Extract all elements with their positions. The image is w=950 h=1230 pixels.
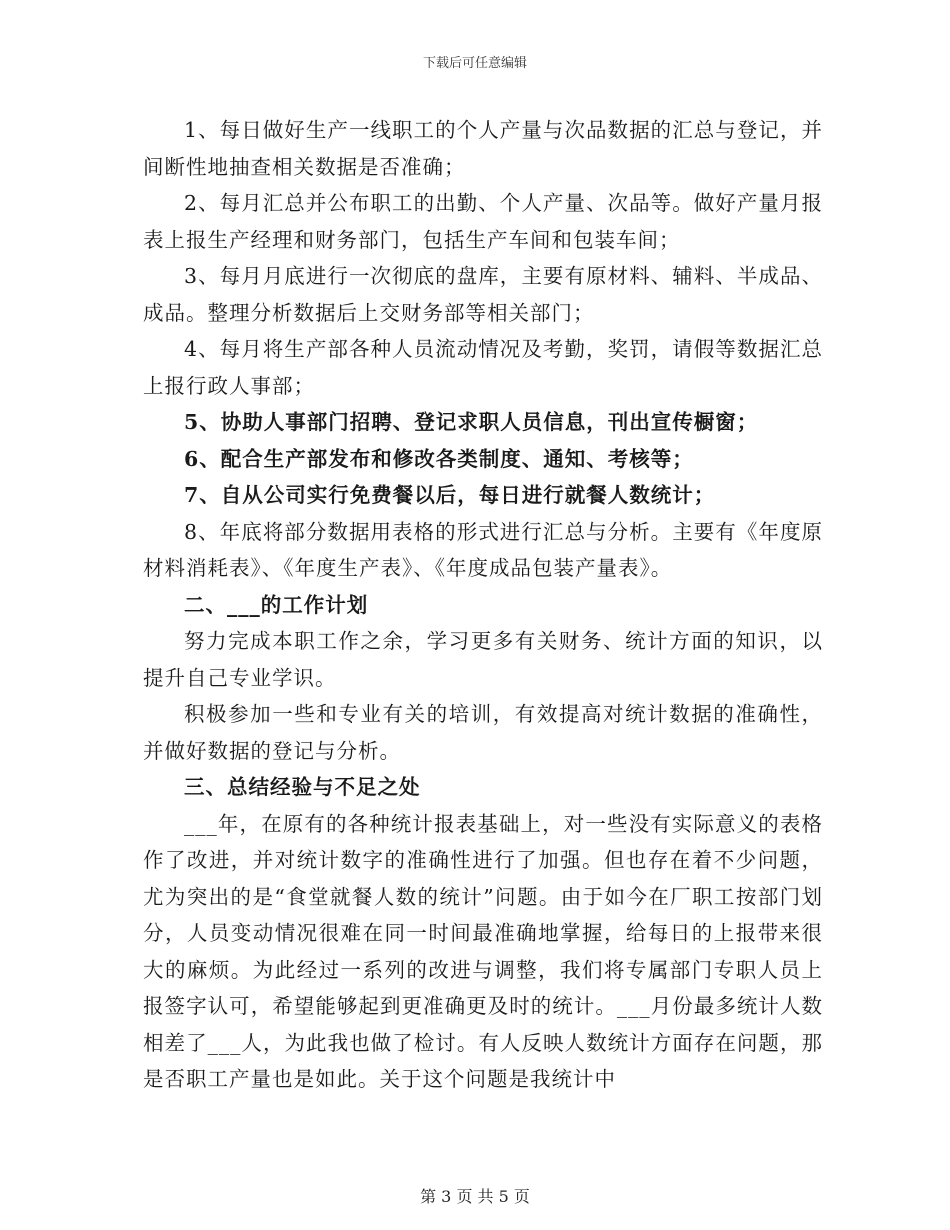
list-item: 4、每月将生产部各种人员流动情况及考勤，奖罚，请假等数据汇总上报行政人事部； (143, 337, 823, 398)
paragraph: 积极参加一些和专业有关的培训，有效提高对统计数据的准确性，并做好数据的登记与分析。 (143, 702, 823, 763)
document-body (143, 112, 823, 1098)
section-heading-plan: 二、___的工作计划 (184, 592, 369, 617)
list-item: 7、自从公司实行免费餐以后，每日进行就餐人数统计； (184, 483, 716, 507)
list-item: 8、年底将部分数据用表格的形式进行汇总与分析。主要有《年度原材料消耗表》、《年度生产表》、《年度成品包装产量表》。 (143, 519, 823, 580)
header-note: 下载后可任意编辑 (422, 56, 527, 71)
list-item: 3、每月月底进行一次彻底的盘库，主要有原材料、辅料、半成品、成品。整理分析数据后上交财务部等相关部门； (143, 264, 823, 325)
list-item: 6、配合生产部发布和修改各类制度、通知、考核等； (184, 446, 694, 471)
paragraph: 努力完成本职工作之余，学习更多有关财务、统计方面的知识，以提升自己专业学识。 (143, 629, 823, 690)
list-item: 1、每日做好生产一线职工的个人产量与次品数据的汇总与登记，并间断性地抽查相关数据是否准确； (143, 118, 823, 179)
page-number: 第 3 页 共 5 页 (420, 1187, 530, 1206)
list-item: 2、每月汇总并公布职工的出勤、个人产量、次品等。做好产量月报表上报生产经理和财务部门，包括生产车间和包装车间； (143, 191, 823, 252)
list-item: 5、协助人事部门招聘、登记求职人员信息，刊出宣传橱窗； (184, 410, 759, 434)
section-heading-summary: 三、总结经验与不足之处 (184, 775, 421, 799)
paragraph: ___年，在原有的各种统计报表基础上，对一些没有实际意义的表格作了改进，并对统计数字的准确性进行了加强。但也存在着不少问题，尤为突出的是“食堂就餐人数的统计”问题。由于如今在厂职工按部门划分，人员变动情况很难在同一时间最准确地掌握，给每日的上报带来很大的麻烦。为此经过一系列的改进与调整，我们将专属部门专职人员上报签字认可，希望能够起到更准确更及时的统计。___月份最多统计人数相差了___人，为此我也做了检讨。有人反映人数统计方面存在问题，那是否职工产量也是如此。关于这个问题是我统计中 (143, 811, 823, 1091)
